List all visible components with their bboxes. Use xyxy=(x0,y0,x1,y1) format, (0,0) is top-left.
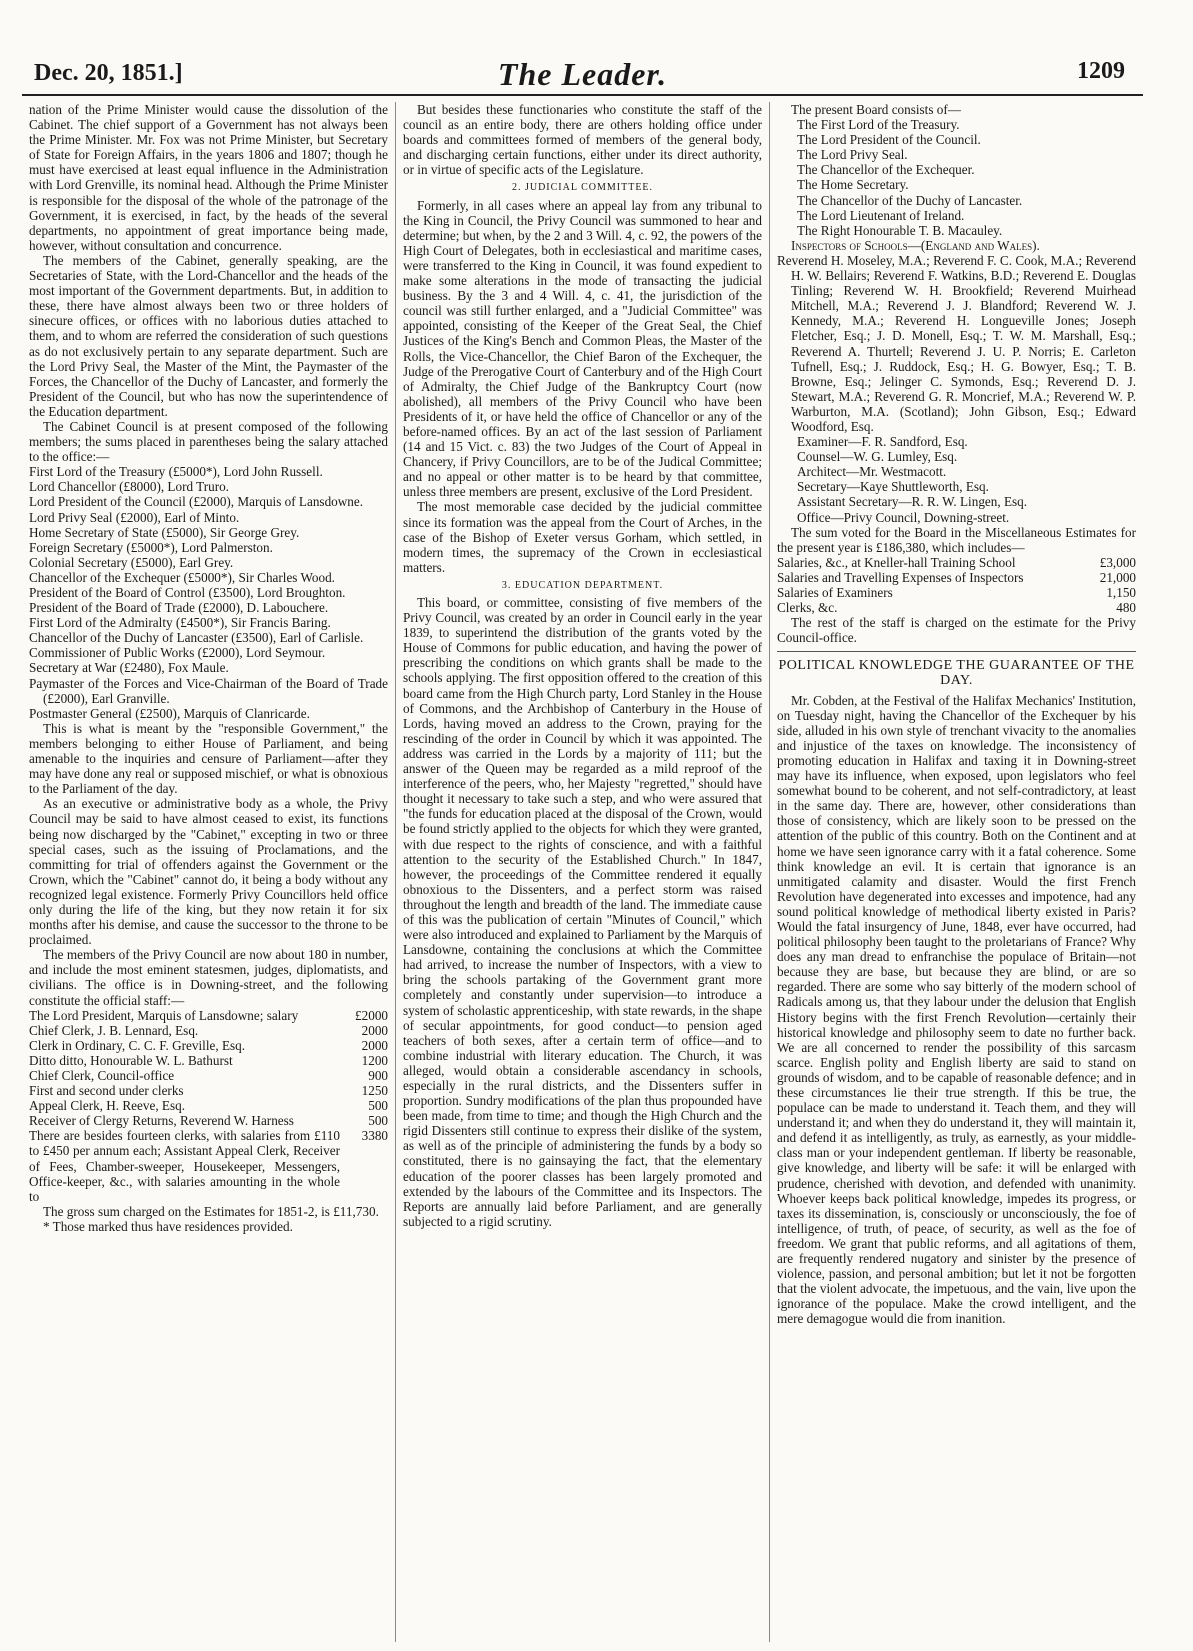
list-item: President of the Board of Control (£3500), Lord Broughton. xyxy=(29,585,346,600)
list-item: Lord Chancellor (£8000), Lord Truro. xyxy=(29,479,229,495)
list-item: Assistant Secretary—R. R. W. Lingen, Esq. xyxy=(797,494,1028,510)
list-item: The Lord President of the Council. xyxy=(797,132,981,148)
paragraph: The gross sum charged on the Estimates for 1851-2, is £11,730. xyxy=(43,1203,379,1219)
list-item: Secretary—Kaye Shuttleworth, Esq. xyxy=(797,479,989,495)
row-label: Ditto ditto, Honourable W. L. Bathurst xyxy=(29,1052,233,1068)
staff-table xyxy=(29,1008,388,1129)
row-amount: £2000 xyxy=(355,1007,388,1023)
section-heading: 3. EDUCATION DEPARTMENT. xyxy=(501,579,664,591)
paragraph: The most memorable case decided by the judicial committee since its formation was the appeal from the Court of Arches, in the case of the Bishop of Exeter versus Gorham, which settled, in modern times, the supremacy of the Crown in ecclesiastical matters. xyxy=(403,499,762,575)
table-row xyxy=(777,585,1136,600)
paragraph: There are besides fourteen clerks, with salaries from £110 to £450 per annum each; Assistant Appeal Clerk, Receiver of Fees, Chamber-sweeper, Housekeeper, Messengers, Office-keeper, &c., with salaries amounting in the whole to xyxy=(29,1128,340,1204)
list-item: President of the Board of Trade (£2000), D. Labouchere. xyxy=(29,600,329,616)
row-amount: 3380 xyxy=(361,1128,388,1144)
row-amount: 500 xyxy=(368,1113,388,1129)
row-amount: 1200 xyxy=(361,1052,388,1068)
row-label: First and second under clerks xyxy=(29,1083,184,1099)
row-label: Clerks, &c. xyxy=(777,600,838,616)
table-row xyxy=(29,1008,388,1023)
row-amount: 500 xyxy=(368,1098,388,1114)
list-item: Examiner—F. R. Sandford, Esq. xyxy=(797,434,968,450)
column-1 xyxy=(22,102,395,1642)
issue-date: Dec. 20, 1851.] xyxy=(34,60,183,86)
paragraph: This board, or committee, consisting of five members of the Privy Council, was created by an order in Council early in the year 1839, to superintend the distribution of the grants voted by the House of Commons for public education, and having the power of prescribing the conditions on which grants shall be made to the schools applying. The first opposition offered to the creation of this board came from the High Church party, Lord Stanley in the House of Commons, and the Archbishop of Canterbury in the House of Lords, having moved an address to the Crown, praying for the rescinding of the order in Council by which it was appointed. The address was carried in the Lords by a majority of 111; but the answer of the Queen may be regarded as a mild reproof of the interference of the peers, who, her Majesty "regretted," should have thought it necessary to take such a step, and who were assured that "the funds for education placed at the disposal of the Crown, would be found strictly applied to the objects for which they were granted, with due respect to the rights of conscience, and with a faithful attention to the security of the Established Church." In 1847, however, the proceedings of the Committee rendered it equally obnoxious to the Dissenters, and a perfect storm was raised throughout the length and breadth of the land. The immediate cause of this was the publication of certain "Minutes of Council," which were also introduced and explained to Parliament by the Marquis of Lansdowne, containing the conclusions at which the Committee had arrived, to increase the number of Inspectors, with a view to bring the schools partaking of the Government grant more completely and constantly under supervision—to introduce a system of scholastic apprenticeship, with state rewards, in the shape of secular appointments, for good conduct—to pension aged teachers of both sexes, after a certain term of office—and to combine industrial with literary education. The Church, it was alleged, would obtain a considerable ascendancy in schools, especially in the rural districts, and the Dissenters suffer in proportion. Sundry modifications of the plan thus propounded have been made, from time to time; and though the High Church and the rigid Dissenters still continue to express their dislike of the system, as well as of the principle of administering the funds by a body so constituted, there is no gainsaying the fact, that the elementary education of the poorer classes has been largely promoted and extended by the labours of the Committee and its Inspectors. The Reports are annually laid before Parliament, and are generally subjected to a rigid scrutiny. xyxy=(403,595,762,1229)
paragraph: As an executive or administrative body as a whole, the Privy Council may be said to have almost ceased to exist, its functions being now discharged by the "Cabinet," excepting in two or three special cases, such as the issuing of Proclamations, and the committing for trial of offenders against the Government or the Crown, which the "Cabinet" cannot do, it being a body without any recognized legal existence. Formerly Privy Councillors held office only during the life of the king, but they now retain it for six months after his demise, and cause the successor to the throne to be proclaimed. xyxy=(29,796,388,948)
list-item: Colonial Secretary (£5000), Earl Grey. xyxy=(29,554,234,570)
table-row xyxy=(29,1038,388,1053)
list-item: The Home Secretary. xyxy=(797,177,909,193)
row-amount: 1250 xyxy=(361,1083,388,1099)
column-2 xyxy=(395,102,769,1642)
row-amount: 21,000 xyxy=(1099,569,1136,585)
table-row xyxy=(29,1023,388,1038)
section-heading: 2. JUDICIAL COMMITTEE. xyxy=(511,182,654,194)
row-label: Salaries, &c., at Kneller-hall Training School xyxy=(777,554,1016,570)
masthead xyxy=(22,50,1143,96)
footnote: * Those marked thus have residences provided. xyxy=(43,1218,293,1234)
board-list xyxy=(777,117,1136,253)
list-item: The Lord Lieutenant of Ireland. xyxy=(797,207,965,223)
article-heading: POLITICAL KNOWLEDGE THE GUARANTEE OF THE DAY. xyxy=(777,651,1136,688)
paragraph: Reverend H. Moseley, M.A.; Reverend F. C. Cook, M.A.; Reverend H. W. Bellairs; Reverend F. Watkins, B.D.; Reverend E. Douglas Tinling; Reverend W. H. Brookfield; Reverend Muirhead Mitchell, M.A.; Reverend J. J. Blandford; Reverend W. J. Kennedy, M.A.; Reverend H. Longueville Jones; Joseph Fletcher, Esq.; J. D. Monell, Esq.; T. W. M. Marshall, Esq.; Reverend A. Thurtell; Reverend J. U. P. Norris; E. Carleton Tufnell, Esq.; J. Ruddock, Esq.; H. G. Bowyer, Esq.; T. B. Browne, Esq.; Jelinger C. Symonds, Esq.; Reverend D. J. Stewart, M.A.; Reverend G. R. Moncrief, M.A.; Reverend W. P. Warburton, M.A. (Scotland); John Gibson, Esq.; Edward Woodford, Esq. xyxy=(777,252,1136,434)
paragraph: The Cabinet Council is at present composed of the following members; the sums placed in parentheses being the salary attached to the office:— xyxy=(29,418,388,465)
paragraph: The members of the Privy Council are now about 180 in number, and include the most eminent statesmen, judges, diplomatists, and civilians. The office is in Downing-street, and the following constitute the official staff:— xyxy=(29,947,388,1008)
row-label: Chief Clerk, Council-office xyxy=(29,1068,175,1083)
officers-list xyxy=(777,434,1136,525)
newspaper-title: The Leader. xyxy=(497,56,668,92)
paragraph: But besides these functionaries who constitute the staff of the council as an entire body, there are others holding office under boards and committees formed of members of the general body, and discharging certain functions, either under its direct authority, or in virtue of specific acts of the Legislature. xyxy=(403,102,762,178)
row-label: Chief Clerk, J. B. Lennard, Esq. xyxy=(29,1022,199,1038)
row-label: Clerk in Ordinary, C. C. F. Greville, Esq. xyxy=(29,1037,246,1053)
list-item: Chancellor of the Duchy of Lancaster (£3500), Earl of Carlisle. xyxy=(29,630,364,646)
list-item: The Right Honourable T. B. Macauley. xyxy=(797,222,1003,238)
list-item: Commissioner of Public Works (£2000), Lord Seymour. xyxy=(29,645,326,661)
list-item: Foreign Secretary (£5000*), Lord Palmerston. xyxy=(29,539,273,555)
row-amount: 1,150 xyxy=(1106,585,1136,600)
row-amount: 2000 xyxy=(361,1022,388,1038)
list-item: Paymaster of the Forces and Vice-Chairman of the Board of Trade (£2000), Earl Granville. xyxy=(29,675,388,706)
list-item: Lord President of the Council (£2000), Marquis of Lansdowne. xyxy=(29,494,364,510)
row-amount: 480 xyxy=(1116,600,1136,616)
list-item: First Lord of the Treasury (£5000*), Lord John Russell. xyxy=(29,464,323,480)
row-amount: 900 xyxy=(368,1068,388,1083)
column-3 xyxy=(769,102,1143,1642)
row-amount: £3,000 xyxy=(1099,554,1136,570)
list-item: The Lord Privy Seal. xyxy=(797,147,908,163)
sums-table xyxy=(777,555,1136,615)
list-item: Postmaster General (£2500), Marquis of Clanricarde. xyxy=(29,705,310,721)
list-item: Office—Privy Council, Downing-street. xyxy=(797,509,1010,525)
list-item: First Lord of the Admiralty (£4500*), Sir Francis Baring. xyxy=(29,615,331,631)
list-item: Home Secretary of State (£5000), Sir George Grey. xyxy=(29,524,300,540)
page-number: 1209 xyxy=(1077,58,1125,84)
table-row xyxy=(29,1098,388,1113)
list-item: Chancellor of the Exchequer (£5000*), Sir Charles Wood. xyxy=(29,569,335,585)
list-item: Architect—Mr. Westmacott. xyxy=(797,464,947,480)
cabinet-list xyxy=(29,464,388,721)
list-item: Counsel—W. G. Lumley, Esq. xyxy=(797,449,958,465)
row-amount: 2000 xyxy=(361,1037,388,1053)
list-item: The Chancellor of the Duchy of Lancaster. xyxy=(797,192,1023,208)
list-item: Secretary at War (£2480), Fox Maule. xyxy=(29,660,229,676)
list-item: Lord Privy Seal (£2000), Earl of Minto. xyxy=(29,509,240,525)
table-row xyxy=(29,1083,388,1098)
paragraph: The sum voted for the Board in the Miscellaneous Estimates for the present year is £186,380, which includes— xyxy=(777,524,1136,555)
list-item: The Chancellor of the Exchequer. xyxy=(797,162,975,178)
subheading: Inspectors of Schools—(England and Wales). xyxy=(791,237,1040,253)
paragraph: The present Board consists of— xyxy=(791,102,961,117)
table-row xyxy=(777,570,1136,585)
paragraph: Mr. Cobden, at the Festival of the Halifax Mechanics' Institution, on Tuesday night, having the Chancellor of the Exchequer by his side, alluded in his own style of trenchant vivacity to the anomalies and injustice of the taxes on knowledge. The inconsistency of promoting education in Halifax and taxing it in Downing-street may have its influence, when exposed, upon legislators who feel somewhat bound to be coherent, and not self-contradictory, at least in the same day. There are, however, other considerations than those of consistency, which are likely soon to be pressed on the attention of the public of this country. Both on the Continent and at home we have seen ignorance carry with it a fatal coherence. Some think knowledge an evil. It is certain that ignorance is an unmitigated calamity and disaster. Would the first French Revolution have degenerated into excesses and impotence, had any sound political knowledge of methodical liberty existed in Paris? Would the fatal insurgency of June, 1848, ever have occurred, had political philosophy been taught to the proletarians of France? Why does any man dread to enfranchise the populace of Britain—not because they are base, but because they are blind, or are so regarded. There are some who say bitterly of the modern school of Radicals among us, that they labour under the delusion that English History begins with the first French Revolution—certainly their historical knowledge and philosophy seem to date no further back. We are all concerned to render the possibility of this sarcasm scarce. English polity and English liberty are said to stand on grounds of wisdom, and to be capable of reasonable defence; and in these circumstances lie their true strength. If this be true, the populace can be made to understand it. Teach them, and they will understand it; and when they do understand it, they will maintain it, and defend it as intelligently, as truly, as earnestly, as your middle-class man or your independent gentleman. If liberty be reasonable, give knowledge, and liberty will be safe: it will be enlarged with prudence, cherished with devotion, and defended with unanimity. Whoever keeps back political knowledge, impedes its progress, or taxes its dissemination, is, consciously or unconsciously, the foe of intelligence, of truth, of peace, of security, as well as the foe of freedom. We grant that public reforms, and all agitations of them, are frequently rendered nugatory and sinister by the presence of violence, passion, and personal ambition; but let it not be forgotten that the violent advocate, the impetuous, and the vain, live upon the ignorance of the populace. Make the crowd intelligent, and the mere demagogue would die from inanition. xyxy=(777,692,1136,1327)
table-row xyxy=(777,555,1136,570)
table-row xyxy=(29,1068,388,1083)
row-label: The Lord President, Marquis of Lansdowne; salary xyxy=(29,1007,299,1023)
row-label: Salaries of Examiners xyxy=(777,585,893,600)
paragraph: Formerly, in all cases where an appeal lay from any tribunal to the King in Council, the Privy Council was summoned to hear and determine; but when, by the 2 and 3 Will. 4, c. 92, the powers of the High Court of Delegates, both in ecclesiastical and maritime cases, were transferred to the King in Council, it was found expedient to make some alterations in the mode of transacting the judicial business. By the 3 and 4 Will. 4, c. 41, the jurisdiction of the council was still further enlarged, and a "Judicial Committee" was appointed, consisting of the Keeper of the Great Seal, the Chief Justices of the King's Bench and Common Pleas, the Master of the Rolls, the Vice-Chancellor, the Chief Baron of the Exchequer, the Judge of the Prerogative Court of Canterbury and of the High Court of Admiralty, the Chief Judge of the Bankruptcy Court (now abolished), all members of the Privy Council who have been Presidents of it, or have held the office of Chancellor or any of the before-named offices. By an act of the last session of Parliament (14 and 15 Vict. c. 83) the two Judges of the Court of Appeal in Chancery, if Privy Councillors, are to be of the Judical Committee; and no appeal or other matter is to be heard by that committee, unless three members are present, exclusive of the Lord President. xyxy=(403,197,762,500)
table-row xyxy=(777,600,1136,615)
paragraph: nation of the Prime Minister would cause the dissolution of the Cabinet. The chief support of a Government has not always been the Prime Minister. Mr. Fox was not Prime Minister, but Secretary of State for Foreign Affairs, in the years 1806 and 1807; though he must have exercised at least equal influence in the Administration with Lord Grenville, its nominal head. Although the Prime Minister is responsible for the disposal of the whole of the patronage of the Government, it is exercised, in fact, by the heads of the several departments, no appointment of great importance being made, however, without consultation and concurrence. xyxy=(29,102,388,253)
paragraph: This is what is meant by the "responsible Government," the members belonging to either House of Parliament, and being amenable to the inquiries and censure of Parliament—after they may have done any real or supposed mischief, or what is obnoxious to the Parliament of the day. xyxy=(29,720,388,797)
paragraph: The members of the Cabinet, generally speaking, are the Secretaries of State, with the Lord-Chancellor and the heads of the most important of the Government departments. But, in addition to these, there have almost always been two or three holders of sinecure offices, or offices with no laborious duties attached to them, and to whom are referred the consideration of such questions as do not exclusively pertain to any separate department. Such are the Lord Privy Seal, the Master of the Mint, the Paymaster of the Forces, the Chancellor of the Duchy of Lancaster, and formerly the President of the Council, but who has now the superintendence of the Education department. xyxy=(29,252,388,419)
table-row xyxy=(29,1053,388,1068)
table-row xyxy=(29,1113,388,1128)
row-label: Appeal Clerk, H. Reeve, Esq. xyxy=(29,1098,186,1114)
row-label: Receiver of Clergy Returns, Reverend W. Harness xyxy=(29,1113,294,1129)
list-item: The First Lord of the Treasury. xyxy=(797,117,960,133)
paragraph: The rest of the staff is charged on the estimate for the Privy Council-office. xyxy=(777,615,1136,646)
row-label: Salaries and Travelling Expenses of Inspectors xyxy=(777,569,1024,585)
table-row xyxy=(29,1128,388,1203)
